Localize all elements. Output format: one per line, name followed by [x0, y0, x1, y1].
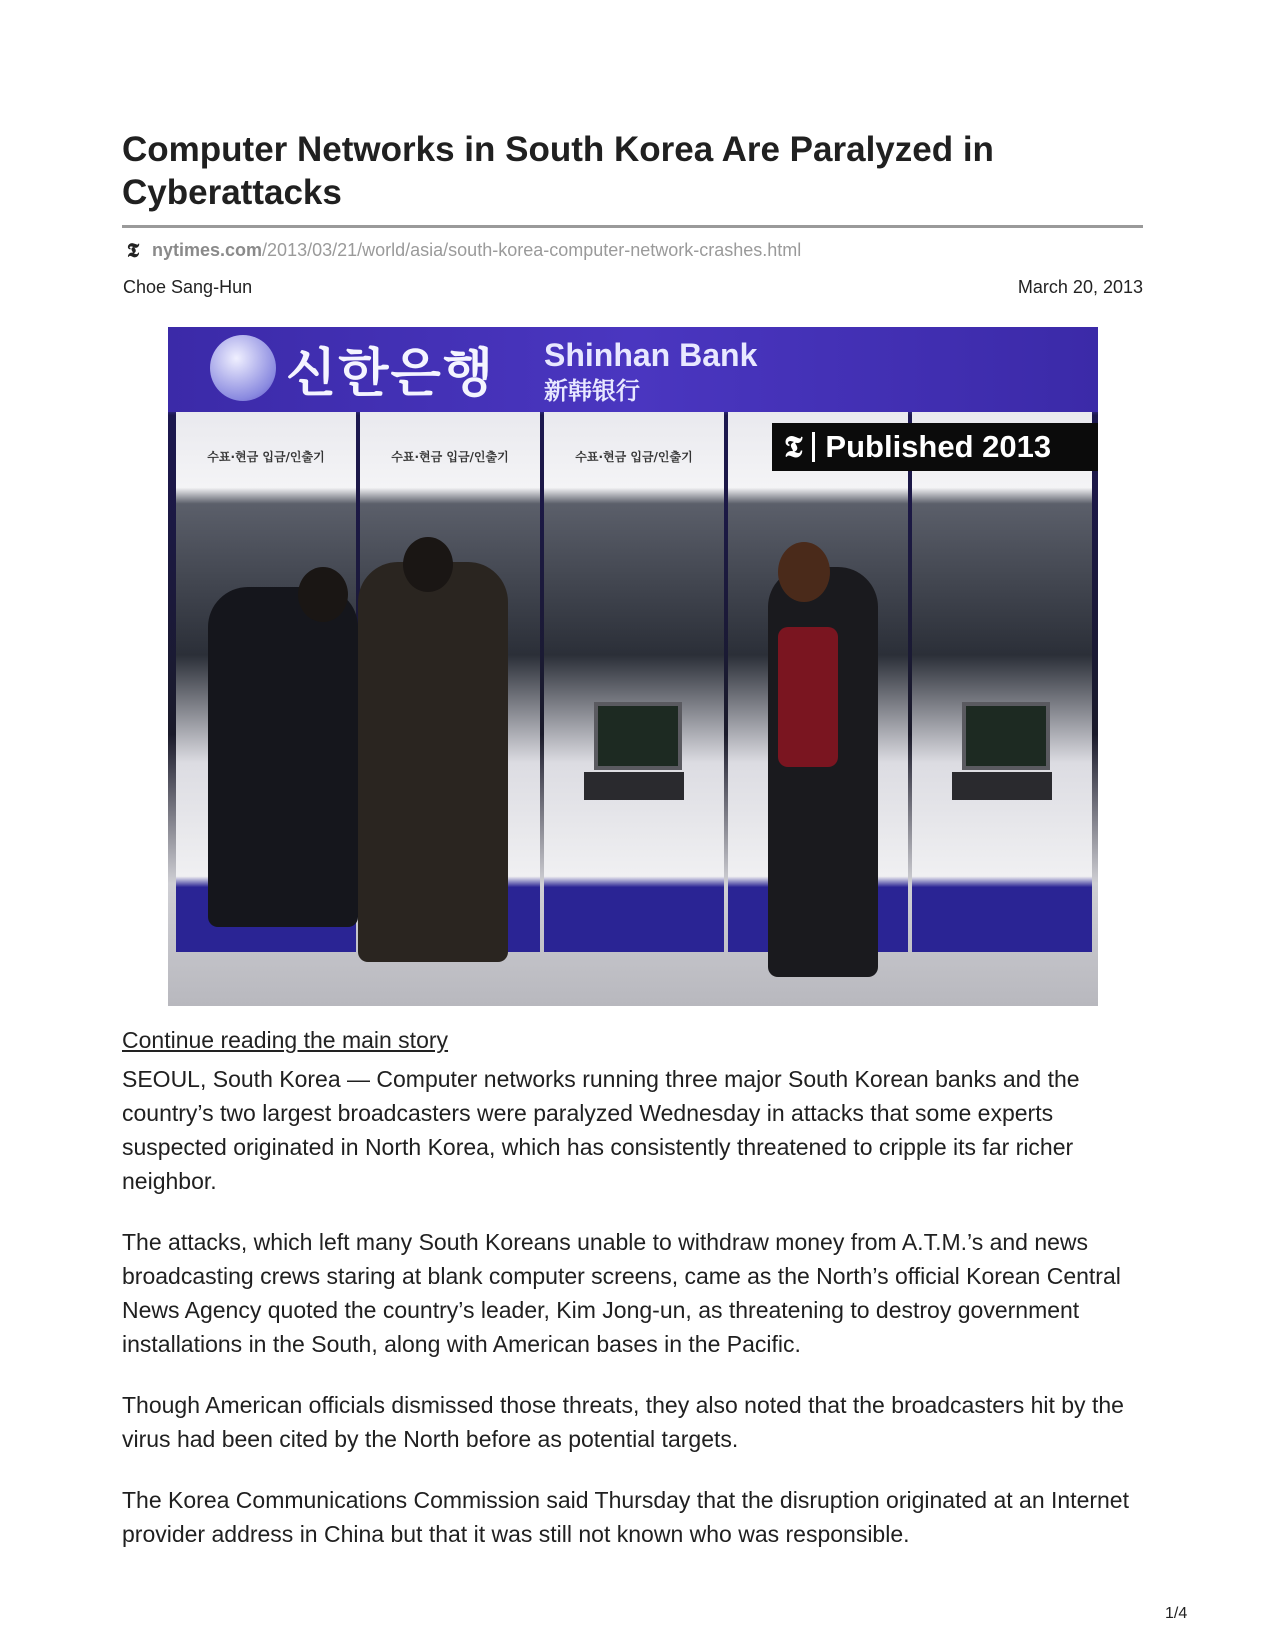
source-path: /2013/03/21/world/asia/south-korea-computer-network-crashes.html: [262, 239, 802, 260]
source-domain: nytimes.com: [152, 239, 263, 260]
atm-machine: [544, 412, 724, 952]
badge-text: Published 2013: [825, 429, 1052, 464]
person-silhouette: [358, 562, 508, 962]
article-date: March 20, 2013: [1017, 277, 1143, 297]
article-paragraph: Though American officials dismissed those threats, they also noted that the broadcasters hit by the virus had been cited by the North before as potential targets.: [122, 1392, 1124, 1452]
bank-name-english: Shinhan Bank: [544, 337, 758, 373]
article-paragraph: The attacks, which left many South Koreans unable to withdraw money from A.T.M.’s and news broadcasting crews staring at blank computer screens, came as the North’s official Korean Central News Agency quoted the country’s leader, Kim Jong-un, as threatening to destroy government installations in the South, along with American bases in the Pacific.: [122, 1229, 1121, 1357]
article-paragraph: The Korea Communications Commission said Thursday that the disruption originated at an Internet provider address in China but that it was still not known who was responsible.: [122, 1487, 1129, 1547]
nyt-logo-icon: 𝕿: [126, 238, 140, 262]
atm-label: 수표·현금 입금/인출기: [207, 450, 325, 464]
person-head: [298, 567, 348, 622]
atm-screen: [962, 702, 1049, 770]
page-number: 1/4: [1165, 1605, 1188, 1622]
person-head: [778, 542, 830, 602]
continue-reading-link[interactable]: Continue reading the main story: [122, 1027, 449, 1053]
person-head: [403, 537, 453, 592]
bank-logo: [210, 335, 276, 401]
badge-separator: [812, 432, 815, 462]
title-divider: [122, 225, 1143, 228]
nyt-badge-logo-icon: 𝕿: [784, 429, 803, 465]
atm-label: 수표·현금 입금/인출기: [391, 450, 509, 464]
atm-label: 수표·현금 입금/인출기: [575, 450, 693, 464]
published-badge: [772, 423, 1098, 471]
atm-screen: [594, 702, 681, 770]
bank-name-chinese: 新韩银行: [544, 377, 640, 405]
bank-name-korean: 신한은행: [286, 344, 495, 404]
article-title: Computer Networks in South Korea Are Paralyzed in Cyberattacks: [122, 130, 994, 212]
red-jacket: [778, 627, 838, 767]
bank-sign: [168, 327, 1098, 412]
atm-tray: [584, 772, 685, 800]
article-paragraph: SEOUL, South Korea — Computer networks running three major South Korean banks and the country’s two largest broadcasters were paralyzed Wednesday in attacks that some experts suspected originated in North Korea, which has consistently threatened to cripple its far richer neighbor.: [122, 1066, 1080, 1194]
article-author: Choe Sang-Hun: [123, 277, 253, 297]
atm-machine: [912, 412, 1092, 952]
article-photo: [168, 327, 1098, 1006]
person-silhouette: [208, 587, 358, 927]
atm-tray: [952, 772, 1053, 800]
source-line[interactable]: [122, 238, 801, 262]
